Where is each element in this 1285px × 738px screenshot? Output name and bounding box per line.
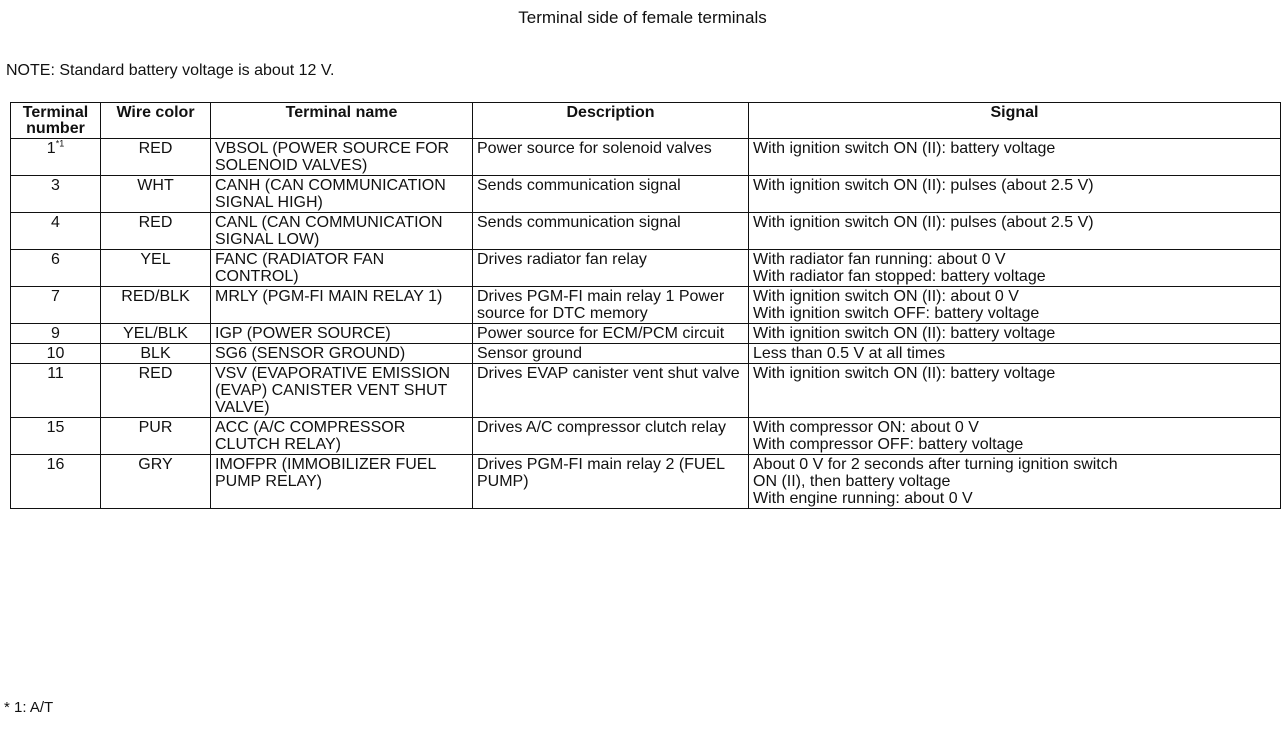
signal-line: With ignition switch ON (II): battery voltage bbox=[753, 140, 1056, 157]
terminal-name-cell: CANL (CAN COMMUNICATION SIGNAL LOW) bbox=[211, 213, 473, 250]
terminal-number: 11 bbox=[47, 365, 64, 382]
terminal-number: 16 bbox=[46, 456, 65, 473]
wire-color-cell: BLK bbox=[101, 344, 211, 364]
signal-cell bbox=[749, 455, 1281, 509]
signal-line: With ignition switch ON (II): battery voltage bbox=[753, 325, 1056, 342]
table-body bbox=[11, 139, 1281, 509]
table-row bbox=[11, 455, 1281, 509]
header-terminal-name: Terminal name bbox=[211, 103, 473, 139]
description-cell: Sends communication signal bbox=[473, 213, 749, 250]
wire-color-cell: PUR bbox=[101, 418, 211, 455]
terminal-number-cell bbox=[11, 213, 101, 250]
terminal-table bbox=[10, 102, 1281, 509]
signal-line: With ignition switch OFF: battery voltage bbox=[753, 305, 1040, 322]
description-cell: Sensor ground bbox=[473, 344, 749, 364]
signal-cell bbox=[749, 139, 1281, 176]
figure-caption: Terminal side of female terminals bbox=[518, 8, 767, 27]
signal-cell bbox=[749, 250, 1281, 287]
wire-color-cell: YEL bbox=[101, 250, 211, 287]
signal-line: With ignition switch ON (II): pulses (about 2.5 V) bbox=[753, 214, 1094, 231]
table-row bbox=[11, 324, 1281, 344]
terminal-number: 7 bbox=[51, 288, 60, 305]
terminal-number-cell bbox=[11, 455, 101, 509]
signal-cell bbox=[749, 364, 1281, 418]
terminal-number-cell bbox=[11, 287, 101, 324]
terminal-name-cell: ACC (A/C COMPRESSOR CLUTCH RELAY) bbox=[211, 418, 473, 455]
signal-line: With compressor ON: about 0 V bbox=[753, 419, 979, 436]
terminal-name-cell: IGP (POWER SOURCE) bbox=[211, 324, 473, 344]
signal-cell bbox=[749, 324, 1281, 344]
signal-line: With radiator fan stopped: battery voltage bbox=[753, 268, 1046, 285]
terminal-name-cell: IMOFPR (IMMOBILIZER FUEL PUMP RELAY) bbox=[211, 455, 473, 509]
table-row bbox=[11, 250, 1281, 287]
terminal-number: 6 bbox=[51, 251, 60, 268]
table-row bbox=[11, 364, 1281, 418]
table-row bbox=[11, 344, 1281, 364]
header-terminal-line2: number bbox=[26, 120, 85, 137]
terminal-name-cell: VSV (EVAPORATIVE EMISSION (EVAP) CANISTER VENT SHUT VALVE) bbox=[211, 364, 473, 418]
terminal-name-cell: SG6 (SENSOR GROUND) bbox=[211, 344, 473, 364]
terminal-number-cell bbox=[11, 418, 101, 455]
signal-line: With radiator fan running: about 0 V bbox=[753, 251, 1006, 268]
terminal-number-cell bbox=[11, 324, 101, 344]
signal-cell bbox=[749, 344, 1281, 364]
terminal-number-cell bbox=[11, 344, 101, 364]
description-cell: Drives A/C compressor clutch relay bbox=[473, 418, 749, 455]
terminal-number-cell bbox=[11, 139, 101, 176]
terminal-name-cell: FANC (RADIATOR FAN CONTROL) bbox=[211, 250, 473, 287]
description-cell: Drives PGM-FI main relay 1 Power source for DTC memory bbox=[473, 287, 749, 324]
terminal-number: 15 bbox=[46, 419, 65, 436]
table-row bbox=[11, 418, 1281, 455]
wire-color-cell: RED bbox=[101, 213, 211, 250]
signal-line: With ignition switch ON (II): pulses (about 2.5 V) bbox=[753, 177, 1094, 194]
terminal-number: 4 bbox=[51, 214, 60, 231]
table-header-row bbox=[11, 103, 1281, 139]
terminal-name-cell: VBSOL (POWER SOURCE FOR SOLENOID VALVES) bbox=[211, 139, 473, 176]
terminal-number: 9 bbox=[51, 325, 60, 342]
table-row bbox=[11, 287, 1281, 324]
table-row bbox=[11, 176, 1281, 213]
header-signal: Signal bbox=[749, 103, 1281, 139]
terminal-number: 10 bbox=[46, 345, 65, 362]
signal-line: With engine running: about 0 V bbox=[753, 490, 973, 507]
wire-color-cell: YEL/BLK bbox=[101, 324, 211, 344]
description-cell: Drives PGM-FI main relay 2 (FUEL PUMP) bbox=[473, 455, 749, 509]
wire-color-cell: RED/BLK bbox=[101, 287, 211, 324]
terminal-number-cell bbox=[11, 364, 101, 418]
signal-line: ON (II), then battery voltage bbox=[753, 473, 951, 490]
signal-line: With ignition switch ON (II): about 0 V bbox=[753, 288, 1019, 305]
terminal-number-cell bbox=[11, 176, 101, 213]
description-cell: Drives radiator fan relay bbox=[473, 250, 749, 287]
signal-line: With ignition switch ON (II): battery voltage bbox=[753, 365, 1056, 382]
terminal-name-cell: CANH (CAN COMMUNICATION SIGNAL HIGH) bbox=[211, 176, 473, 213]
table-row bbox=[11, 139, 1281, 176]
footnote-mark: *1 bbox=[55, 138, 65, 149]
table-row bbox=[11, 213, 1281, 250]
header-terminal-number bbox=[11, 103, 101, 139]
header-description: Description bbox=[473, 103, 749, 139]
terminal-number: 1 bbox=[46, 140, 56, 157]
wire-color-cell: RED bbox=[101, 139, 211, 176]
wire-color-cell: GRY bbox=[101, 455, 211, 509]
terminal-number: 3 bbox=[51, 177, 60, 194]
header-wire-color: Wire color bbox=[101, 103, 211, 139]
description-cell: Power source for ECM/PCM circuit bbox=[473, 324, 749, 344]
signal-cell bbox=[749, 418, 1281, 455]
footnote: * 1: A/T bbox=[4, 699, 54, 716]
signal-cell bbox=[749, 213, 1281, 250]
wire-color-cell: WHT bbox=[101, 176, 211, 213]
terminal-number-cell bbox=[11, 250, 101, 287]
signal-line: About 0 V for 2 seconds after turning ignition switch bbox=[753, 456, 1118, 473]
header-terminal-line1: Terminal bbox=[22, 104, 89, 121]
signal-cell bbox=[749, 176, 1281, 213]
signal-line: Less than 0.5 V at all times bbox=[753, 345, 946, 362]
signal-line: With compressor OFF: battery voltage bbox=[753, 436, 1024, 453]
description-cell: Sends communication signal bbox=[473, 176, 749, 213]
description-cell: Drives EVAP canister vent shut valve bbox=[473, 364, 749, 418]
signal-cell bbox=[749, 287, 1281, 324]
wire-color-cell: RED bbox=[101, 364, 211, 418]
voltage-note: NOTE: Standard battery voltage is about 12 V. bbox=[6, 62, 335, 79]
terminal-name-cell: MRLY (PGM-FI MAIN RELAY 1) bbox=[211, 287, 473, 324]
description-cell: Power source for solenoid valves bbox=[473, 139, 749, 176]
